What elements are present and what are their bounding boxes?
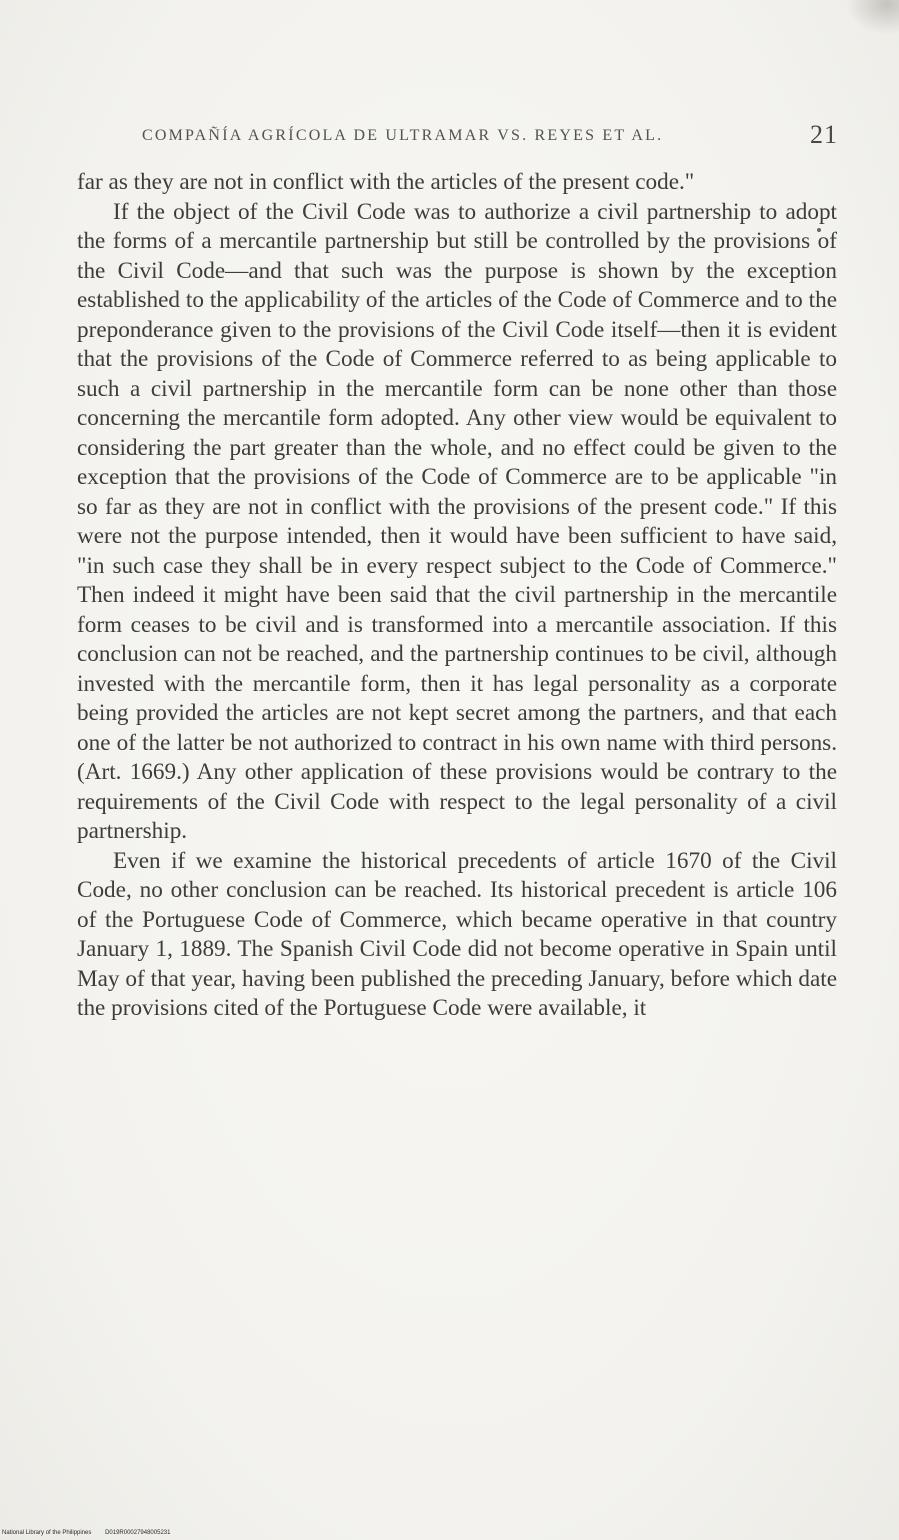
- running-head: [142, 120, 842, 164]
- footer-library: National Library of the Philippines: [2, 1530, 92, 1536]
- scan-corner-smudge: [839, 0, 899, 40]
- scan-footer: [2, 1530, 170, 1536]
- paragraph-historical-precedents: Even if we examine the historical precedents of article 1670 of the Civil Code, no other conclusion can be reached. Its historical precedent is article 106 of the Portuguese Code of Commerce, which became operative in that country January 1, 1889. The Spanish Civil Code did not become operative in Spain until May of that year, having been published the preceding January, before which date the provisions cited of the Portuguese Code were available, it: [77, 847, 837, 1021]
- page-number: 21: [810, 120, 838, 149]
- paragraph-object-of-civil-code: If the object of the Civil Code was to authorize a civil partnership to adopt the forms of a mercantile partnership but still be controlled by the provisions of the Civil Code—and that such was the purpose is shown by the exception established to the applicability of the articles of the Code of Commerce and to the preponderance given to the provisions of the Civil Code itself—then it is evident that the provisions of the Code of Commerce referred to as being applicable to such a civil partnership in the mercantile form can be none other than those concerning the mercantile form adopted. Any other view would be equivalent to considering the part greater than the whole, and no effect could be given to the exception that the provisions of the Code of Commerce are to be applicable "in so far as they are not in conflict with the provisions of the present code." If this were not the purpose intended, then it would have been sufficient to have said, "in such case they shall be in every respect subject to the Code of Commerce." Then indeed it might have been said that the civil partnership in the mercantile form ceases to be civil and is transformed into a mercantile association. If this conclusion can not be reached, and the partnership continues to be civil, although invested with the mercantile form, then it has legal personality as a corporate being provided the articles are not kept secret among the partners, and that each one of the latter be not authorized to contract in his own name with third persons. (Art. 1669.) Any other application of these provisions would be contrary to the requirements of the Civil Code with respect to the legal personality of a civil partnership.: [77, 198, 837, 844]
- body-text: [77, 168, 837, 1024]
- paragraph-continuation: far as they are not in conflict with the articles of the present code.": [77, 169, 695, 195]
- running-title: COMPAÑÍA AGRÍCOLA DE ULTRAMAR VS. REYES ET AL.: [142, 127, 664, 144]
- footer-identifier: D019R00027948005231: [105, 1530, 171, 1536]
